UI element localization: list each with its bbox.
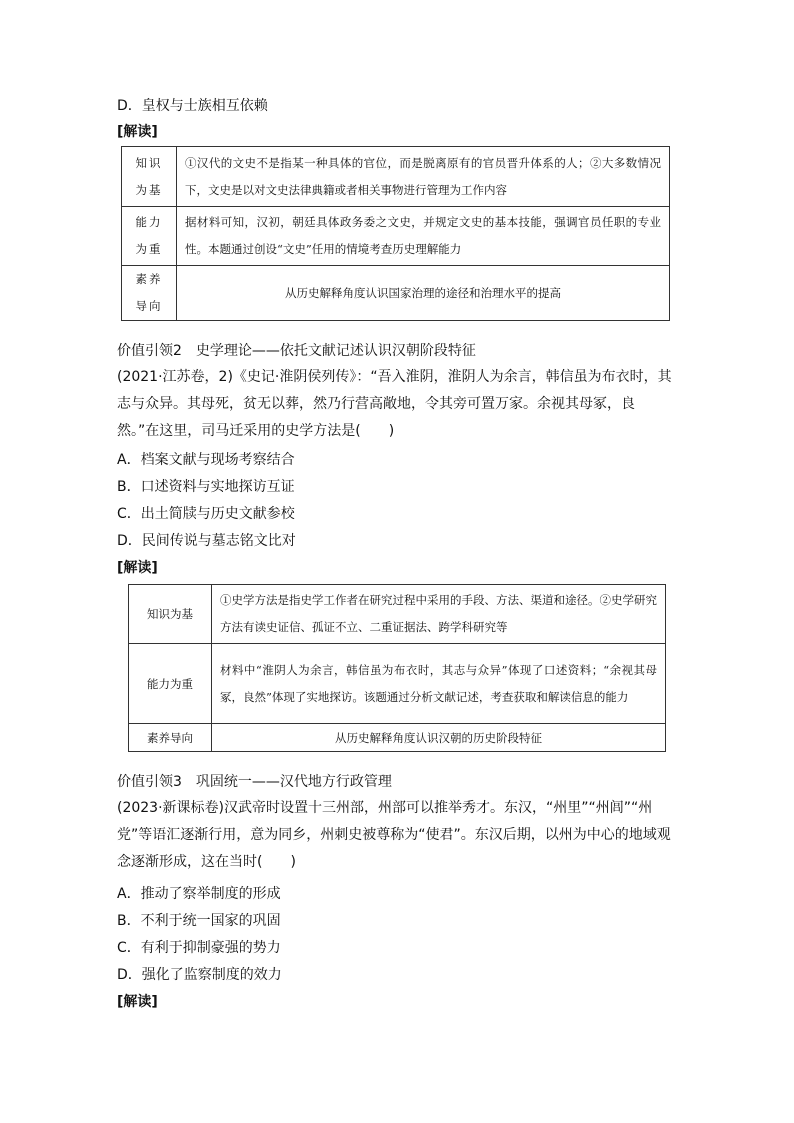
q2-row3-label: 素养导向	[129, 724, 212, 752]
label-top: 知识	[135, 155, 163, 170]
table-row	[122, 147, 670, 207]
q2-jiedu-label: [解读]	[117, 560, 158, 576]
q1-row1-text: ①汉代的文史不是指某一种具体的官位，而是脱离原有的官员晋升体系的人；②大多数情况下，文史是以对文史法律典籍或者相关事物进行管理为工作内容	[177, 147, 670, 207]
q2-heading: 价值引领2 史学理论——依托文献记述认识汉朝阶段特征	[117, 343, 476, 359]
q2-option-a: A．档案文献与现场考察结合	[117, 452, 295, 468]
q3-jiedu-label: [解读]	[117, 994, 158, 1010]
q2-stem: (2021·江苏卷，2)《史记·淮阴侯列传》：“吾入淮阴，淮阴人为余言，韩信虽为布衣时，其志与众异。其母死，贫无以葬，然乃行营高敞地，令其旁可置万家。余视其母冢，良然。”在这里，司马迁采用的史学方法是( )	[117, 369, 672, 439]
label-bottom: 为基	[135, 182, 163, 197]
label-top: 能力	[135, 215, 163, 229]
table-row	[129, 724, 666, 752]
q1-jiedu-label: [解读]	[117, 124, 158, 140]
q1-row2-label	[122, 207, 177, 266]
q1-row3-text: 从历史解释角度认识国家治理的途径和治理水平的提高	[177, 266, 670, 321]
q2-option-d: D．民间传说与墓志铭文比对	[117, 533, 296, 549]
q1-row3-label	[122, 266, 177, 321]
q3-stem: (2023·新课标卷)汉武帝时设置十三州部，州部可以推举秀才。东汉，“州里”“州闾”“州党”等语汇逐渐行用，意为同乡，州刺史被尊称为“使君”。东汉后期，以州为中心的地域观念逐渐形成，这在当时( )	[117, 800, 671, 870]
table-row	[129, 644, 666, 724]
table-row	[122, 266, 670, 321]
q2-row1-label: 知识为基	[129, 585, 212, 644]
q2-row2-label: 能力为重	[129, 644, 212, 724]
q2-row3-text: 从历史解释角度认识汉朝的历史阶段特征	[212, 724, 666, 752]
q2-option-b: B．口述资料与实地探访互证	[117, 479, 295, 495]
q1-analysis-table	[121, 146, 670, 321]
q1-option-d: D．皇权与士族相互依赖	[117, 98, 268, 114]
q3-heading: 价值引领3 巩固统一——汉代地方行政管理	[117, 774, 392, 790]
label-top: 素养	[135, 272, 163, 286]
q2-row2-text: 材料中“淮阴人为余言，韩信虽为布衣时，其志与众异”体现了口述资料；“余视其母冢，良然”体现了实地探访。该题通过分析文献记述，考查获取和解读信息的能力	[212, 644, 666, 724]
q2-analysis-table	[128, 584, 666, 752]
label-bottom: 导向	[135, 299, 163, 313]
q3-option-b: B．不利于统一国家的巩固	[117, 913, 281, 929]
q2-row1-text: ①史学方法是指史学工作者在研究过程中采用的手段、方法、渠道和途径。②史学研究方法有读史证信、孤证不立、二重证据法、跨学科研究等	[212, 585, 666, 644]
q1-row1-label	[122, 147, 177, 207]
q1-row2-text: 据材料可知，汉初，朝廷具体政务委之文史，并规定文史的基本技能，强调官员任职的专业性。本题通过创设“文史”任用的情境考查历史理解能力	[177, 207, 670, 266]
table-row	[129, 585, 666, 644]
q3-option-d: D．强化了监察制度的效力	[117, 967, 282, 983]
q2-option-c: C．出土简牍与历史文献参校	[117, 506, 295, 522]
q3-option-a: A．推动了察举制度的形成	[117, 886, 281, 902]
table-row	[122, 207, 670, 266]
label-bottom: 为重	[135, 242, 163, 256]
q3-option-c: C．有利于抑制豪强的势力	[117, 940, 281, 956]
